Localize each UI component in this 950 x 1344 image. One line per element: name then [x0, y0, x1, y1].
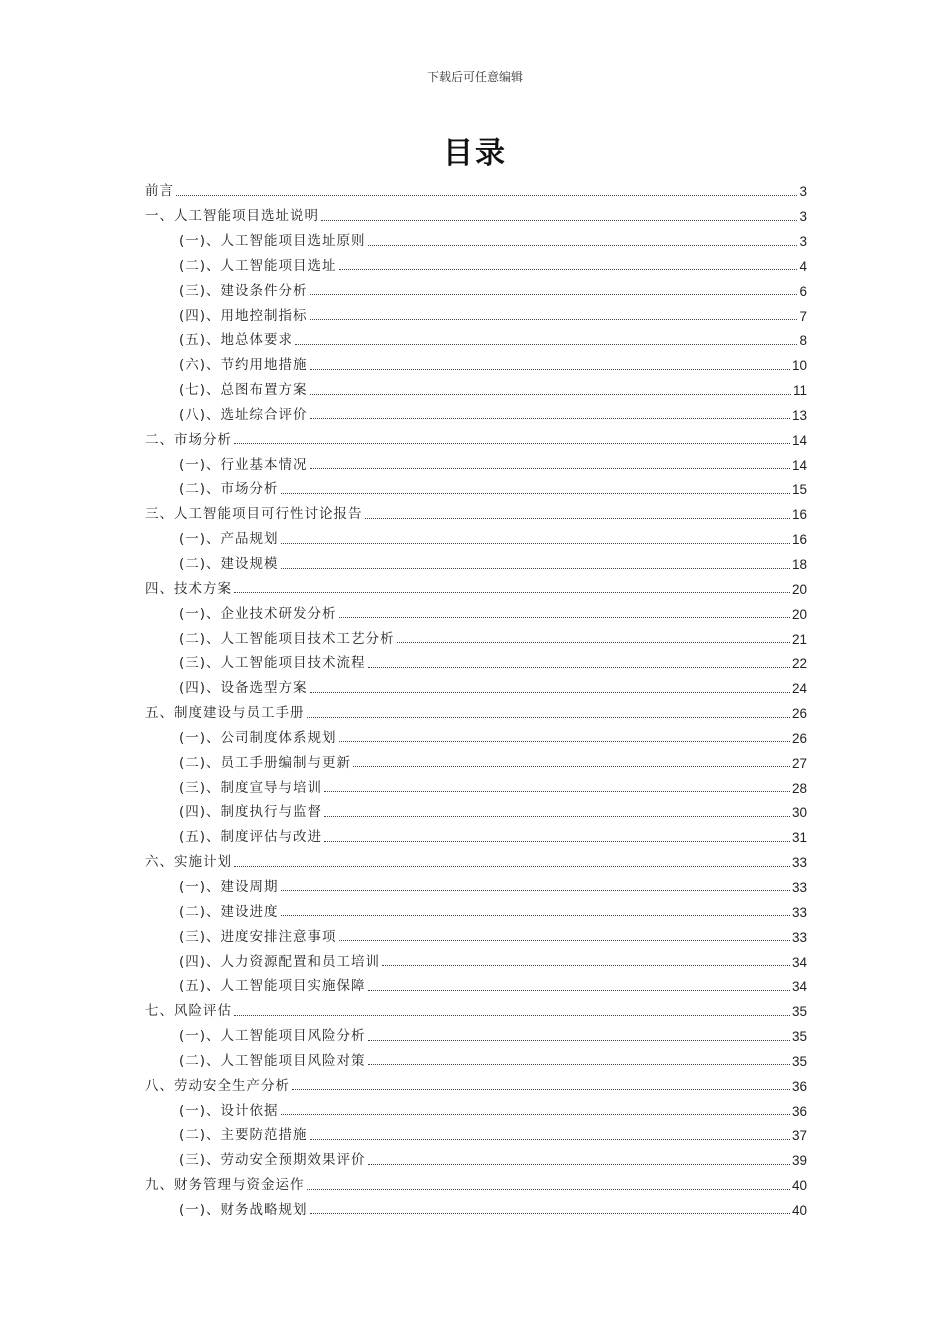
toc-entry-title: (二)、人工智能项目技术工艺分析	[179, 630, 395, 647]
toc-dot-leader	[310, 418, 790, 419]
toc-entry-title: (二)、人工智能项目风险对策	[179, 1052, 366, 1069]
toc-entry[interactable]	[145, 572, 807, 597]
toc-entry[interactable]	[145, 373, 807, 398]
toc-entry[interactable]	[145, 422, 807, 447]
toc-entry-page: 33	[791, 904, 807, 920]
toc-entry-page: 35	[791, 1029, 807, 1045]
toc-dot-leader	[324, 841, 790, 842]
toc-entry-page: 20	[791, 581, 807, 597]
toc-title: 目录	[443, 136, 507, 171]
toc-entry-title: (四)、人力资源配置和员工培训	[179, 953, 381, 970]
toc-entry-page: 26	[791, 706, 807, 722]
toc-entry-page: 3	[799, 234, 807, 250]
toc-dot-leader	[234, 866, 790, 867]
toc-dot-leader	[339, 741, 790, 742]
toc-entry-title: (一)、公司制度体系规划	[179, 729, 337, 746]
toc-entry-title: (一)、企业技术研发分析	[179, 605, 337, 622]
toc-entry[interactable]	[145, 745, 807, 770]
toc-entry-page: 33	[791, 855, 807, 871]
toc-entry-title: (一)、设计依据	[179, 1102, 279, 1119]
toc-entry-page: 14	[791, 457, 807, 473]
toc-entry-page: 14	[791, 432, 807, 448]
toc-entry-page: 34	[791, 954, 807, 970]
toc-entry-title: (二)、人工智能项目选址	[179, 257, 337, 274]
toc-dot-leader	[307, 717, 790, 718]
toc-entry-title: 三、人工智能项目可行性讨论报告	[145, 506, 363, 523]
toc-dot-leader	[353, 766, 790, 767]
toc-entry-page: 40	[791, 1202, 807, 1218]
toc-entry-title: 前言	[145, 183, 174, 200]
toc-dot-leader	[339, 269, 798, 270]
toc-dot-leader	[310, 369, 790, 370]
toc-entry-title: 七、风险评估	[145, 1003, 232, 1020]
toc-entry-title: (二)、主要防范措施	[179, 1127, 308, 1144]
toc-dot-leader	[368, 1164, 790, 1165]
toc-entry-page: 8	[799, 333, 807, 349]
toc-entry-page: 28	[791, 780, 807, 796]
toc-entry-page: 16	[791, 532, 807, 548]
toc-entry[interactable]	[145, 994, 807, 1019]
toc-entry-page: 3	[799, 184, 807, 200]
toc-entry-title: (五)、地总体要求	[179, 332, 294, 349]
toc-entry-title: 五、制度建设与员工手册	[145, 705, 305, 722]
toc-entry[interactable]	[145, 919, 807, 944]
toc-dot-leader	[281, 890, 790, 891]
toc-entry-page: 16	[791, 507, 807, 523]
toc-dot-leader	[310, 394, 791, 395]
toc-entry-title: (三)、进度安排注意事项	[179, 928, 337, 945]
toc-entry-page: 30	[791, 805, 807, 821]
toc-entry-page: 11	[792, 383, 807, 399]
toc-dot-leader	[368, 990, 790, 991]
toc-entry[interactable]	[145, 224, 807, 249]
toc-dot-leader	[281, 543, 790, 544]
toc-entry-page: 6	[799, 283, 807, 299]
toc-entry-title: (一)、人工智能项目选址原则	[179, 233, 366, 250]
toc-entry[interactable]	[145, 1193, 807, 1218]
toc-entry[interactable]	[145, 298, 807, 323]
toc-entry[interactable]	[145, 1068, 807, 1093]
toc-entry-page: 24	[791, 681, 807, 697]
toc-entry-title: 二、市场分析	[145, 431, 232, 448]
toc-dot-leader	[234, 443, 790, 444]
toc-entry-page: 33	[791, 929, 807, 945]
header-note: 下载后可任意编辑	[426, 70, 523, 84]
toc-entry[interactable]	[145, 249, 807, 274]
toc-entry[interactable]	[145, 1143, 807, 1168]
toc-entry[interactable]	[145, 820, 807, 845]
toc-entry-page: 7	[799, 308, 807, 324]
toc-entry[interactable]	[145, 1093, 807, 1118]
toc-dot-leader	[368, 1064, 790, 1065]
toc-entry-title: (五)、人工智能项目实施保障	[179, 978, 366, 995]
toc-dot-leader	[281, 493, 790, 494]
toc-entry-title: (三)、建设条件分析	[179, 282, 308, 299]
toc-dot-leader	[281, 1114, 790, 1115]
toc-entry-title: (二)、建设进度	[179, 903, 279, 920]
toc-entry-title: (一)、产品规划	[179, 531, 279, 548]
toc-entry-title: (三)、劳动安全预期效果评价	[179, 1152, 366, 1169]
toc-dot-leader	[292, 1089, 790, 1090]
toc-entry-title: (三)、制度宣导与培训	[179, 779, 323, 796]
toc-entry-page: 35	[791, 1053, 807, 1069]
toc-entry-title: (七)、总图布置方案	[179, 382, 308, 399]
toc-entry[interactable]	[145, 596, 807, 621]
toc-entry-page: 15	[791, 482, 807, 498]
toc-dot-leader	[295, 344, 797, 345]
toc-dot-leader	[339, 617, 790, 618]
toc-entry[interactable]	[145, 547, 807, 572]
toc-entry[interactable]	[145, 696, 807, 721]
toc-dot-leader	[368, 245, 798, 246]
toc-dot-leader	[234, 592, 790, 593]
toc-dot-leader	[324, 816, 790, 817]
toc-entry-title: 四、技术方案	[145, 580, 232, 597]
toc-entry[interactable]	[145, 1044, 807, 1069]
toc-dot-leader	[281, 568, 790, 569]
toc-entry[interactable]	[145, 969, 807, 994]
toc-entry[interactable]	[145, 497, 807, 522]
toc-dot-leader	[397, 642, 790, 643]
toc-entry[interactable]	[145, 323, 807, 348]
toc-entry-title: (一)、建设周期	[179, 878, 279, 895]
toc-dot-leader	[321, 220, 797, 221]
toc-entry-title: (五)、制度评估与改进	[179, 829, 323, 846]
toc-dot-leader	[324, 791, 790, 792]
toc-dot-leader	[310, 692, 790, 693]
toc-entry-title: 一、人工智能项目选址说明	[145, 208, 319, 225]
toc-dot-leader	[382, 965, 790, 966]
toc-entry[interactable]	[145, 671, 807, 696]
toc-entry[interactable]	[145, 472, 807, 497]
toc-entry-title: (一)、人工智能项目风险分析	[179, 1028, 366, 1045]
toc-entry[interactable]	[145, 721, 807, 746]
toc-entry[interactable]	[145, 894, 807, 919]
toc-entry-page: 10	[791, 358, 807, 374]
toc-entry-page: 37	[791, 1128, 807, 1144]
toc-entry-page: 39	[791, 1153, 807, 1169]
toc-entry-page: 31	[791, 830, 807, 846]
toc-entry[interactable]	[145, 273, 807, 298]
toc-entry[interactable]	[145, 522, 807, 547]
toc-dot-leader	[234, 1015, 790, 1016]
toc-entry-page: 21	[791, 631, 807, 647]
toc-entry-page: 35	[791, 1004, 807, 1020]
toc-dot-leader	[281, 915, 790, 916]
toc-entry-page: 40	[791, 1178, 807, 1194]
toc-dot-leader	[339, 940, 790, 941]
toc-entry[interactable]	[145, 870, 807, 895]
toc-entry-title: (二)、市场分析	[179, 481, 279, 498]
toc-entry-title: 九、财务管理与资金运作	[145, 1177, 305, 1194]
table-of-contents	[145, 174, 807, 1217]
toc-entry-page: 20	[791, 606, 807, 622]
toc-dot-leader	[310, 1213, 790, 1214]
toc-entry-page: 33	[791, 879, 807, 895]
toc-dot-leader	[310, 294, 798, 295]
toc-entry[interactable]	[145, 398, 807, 423]
toc-entry[interactable]	[145, 944, 807, 969]
toc-entry[interactable]	[145, 646, 807, 671]
toc-entry[interactable]	[145, 770, 807, 795]
toc-entry[interactable]	[145, 845, 807, 870]
toc-dot-leader	[365, 518, 790, 519]
toc-dot-leader	[176, 195, 797, 196]
toc-entry-title: (六)、节约用地措施	[179, 357, 308, 374]
toc-entry-page: 3	[799, 209, 807, 225]
toc-dot-leader	[368, 1040, 790, 1041]
toc-entry-page: 34	[791, 979, 807, 995]
toc-dot-leader	[368, 667, 790, 668]
toc-entry-title: (八)、选址综合评价	[179, 406, 308, 423]
toc-entry-page: 36	[791, 1103, 807, 1119]
toc-dot-leader	[310, 1139, 790, 1140]
toc-entry-title: (四)、制度执行与监督	[179, 804, 323, 821]
toc-entry-page: 27	[791, 755, 807, 771]
toc-dot-leader	[310, 468, 790, 469]
toc-entry-page: 22	[791, 656, 807, 672]
toc-entry-page: 18	[791, 557, 807, 572]
toc-dot-leader	[310, 319, 798, 320]
toc-entry[interactable]	[145, 447, 807, 472]
toc-entry[interactable]	[145, 621, 807, 646]
toc-entry-title: (二)、员工手册编制与更新	[179, 754, 352, 771]
toc-entry-title: (一)、财务战略规划	[179, 1201, 308, 1218]
toc-entry-title: 八、劳动安全生产分析	[145, 1077, 290, 1094]
toc-entry-title: 六、实施计划	[145, 854, 232, 871]
toc-entry[interactable]	[145, 1168, 807, 1193]
toc-entry-page: 36	[791, 1078, 807, 1094]
toc-entry-page: 4	[799, 258, 807, 274]
toc-entry[interactable]	[145, 199, 807, 224]
toc-entry[interactable]	[145, 1118, 807, 1143]
toc-entry-title: (一)、行业基本情况	[179, 456, 308, 473]
toc-entry[interactable]	[145, 795, 807, 820]
toc-entry-title: (二)、建设规模	[179, 556, 279, 572]
toc-entry-page: 26	[791, 730, 807, 746]
toc-entry[interactable]	[145, 174, 807, 199]
toc-entry[interactable]	[145, 348, 807, 373]
toc-entry-title: (四)、用地控制指标	[179, 307, 308, 324]
toc-entry-page: 13	[791, 407, 807, 423]
toc-dot-leader	[307, 1189, 790, 1190]
toc-entry-title: (四)、设备选型方案	[179, 680, 308, 697]
toc-entry-title: (三)、人工智能项目技术流程	[179, 655, 366, 672]
toc-entry[interactable]	[145, 1019, 807, 1044]
